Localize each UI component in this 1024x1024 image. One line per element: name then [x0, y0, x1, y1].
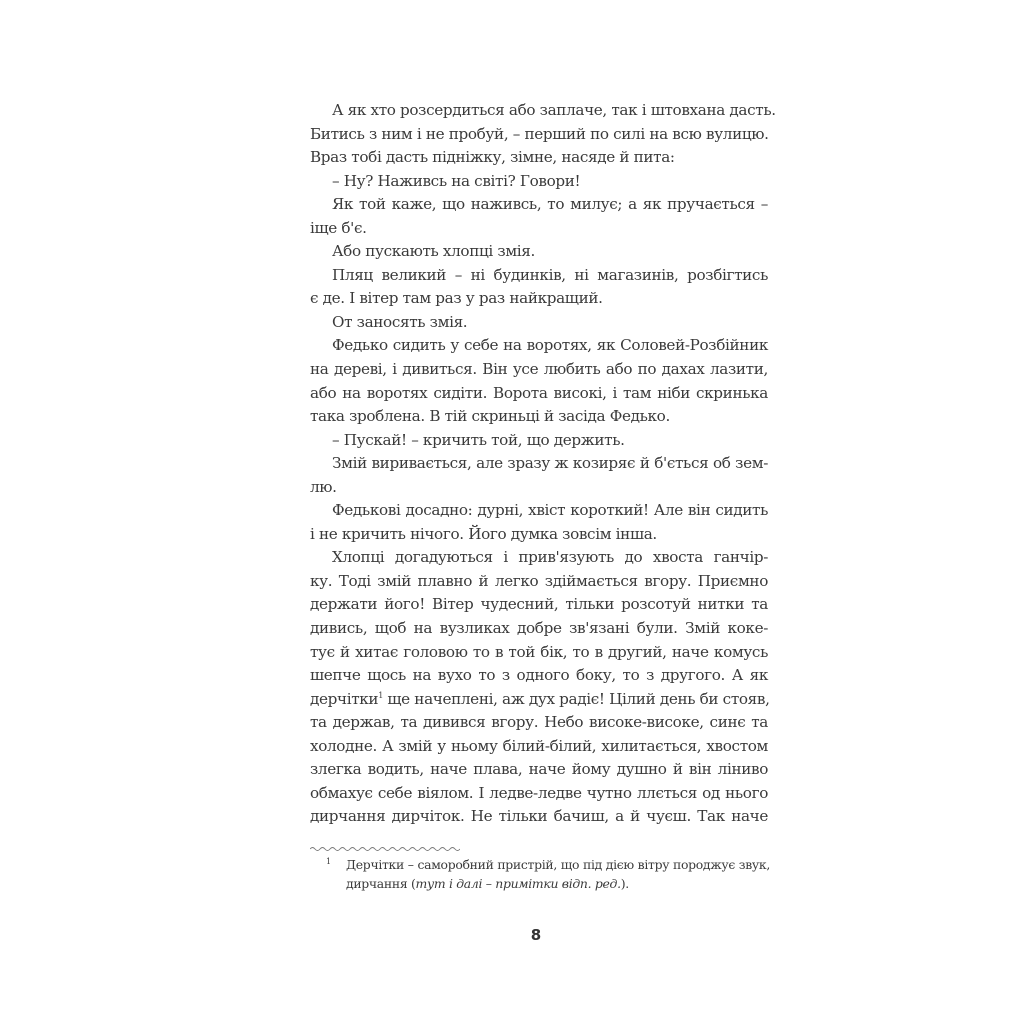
- footnote-line: Дерчітки – саморобний пристрій, що під дією вітру породжує звук,: [346, 857, 770, 872]
- text-line: на дереві, і дивиться. Він усе любить або по дахах лазити,: [310, 360, 768, 379]
- text-line: або на воротях сидіти. Ворота високі, і там ніби скринька: [310, 383, 768, 402]
- body-text: [310, 99, 776, 829]
- text-line: Враз тобі дасть підніжку, зімне, насяде й пита:: [310, 148, 675, 167]
- text-line: держати його! Вітер чудесний, тільки розсотуй нитки та: [310, 595, 768, 614]
- text-line: дирчання дирчіток. Не тільки бачиш, а й чуєш. Так наче: [310, 807, 768, 826]
- text-line: обмахує себе віялом. І ледве-ледве чутно ллється од нього: [310, 783, 768, 802]
- text-line: Або пускають хлопці змія.: [332, 242, 535, 261]
- text-line: тує й хитає головою то в той бік, то в другий, наче комусь: [310, 642, 768, 661]
- text-line: Хлопці догадуються і прив'язують до хвоста ганчір-: [332, 548, 768, 567]
- text-line: А як хто розсердиться або заплаче, так і штовхана дасть.: [332, 101, 776, 119]
- text-line: злегка водить, наче плава, наче йому душно й він ліниво: [310, 760, 768, 779]
- footnote-separator-wavy-line: [310, 845, 460, 853]
- footnote-ref-mark[interactable]: 1: [378, 690, 383, 700]
- text-line: така зроблена. В тій скриньці й засіда Федько.: [310, 407, 670, 426]
- text-line: Як той каже, що наживсь, то милує; а як пручається –: [332, 195, 768, 214]
- footnote-mark: 1: [326, 857, 331, 866]
- text-line: Федько сидить у себе на воротях, як Соловей-Розбійник: [332, 336, 768, 355]
- footnote-prefix: дирчання (: [346, 876, 416, 891]
- text-line: ку. Тоді змій плавно й легко здіймається вгору. Приємно: [310, 571, 768, 590]
- text-line: і не кричить нічого. Його думка зовсім інша.: [310, 524, 657, 543]
- line-rest: ще начеплені, аж дух радіє! Цілий день би стояв,: [382, 689, 770, 708]
- text-line: та держав, та дивився вгору. Небо високе-високе, синє та: [310, 713, 768, 732]
- text-line: іще б'є.: [310, 218, 367, 237]
- text-line: лю.: [310, 477, 337, 496]
- footnote: [326, 855, 770, 893]
- text-line: – Пускай! – кричить той, що держить.: [332, 430, 625, 449]
- footnote-line: [346, 874, 770, 893]
- text-line: дивись, щоб на вузликах добре зв'язані були. Змій коке-: [310, 619, 768, 638]
- footnote-italic-note: тут і далі – примітки відп. ред.: [415, 876, 621, 891]
- footnote-ref-word: дерчітки: [310, 689, 379, 708]
- text-line-with-footnote-ref: [310, 688, 768, 712]
- text-line: Федькові досадно: дурні, хвіст короткий! Але він сидить: [332, 501, 768, 520]
- text-line: шепче щось на вухо то з одного боку, то з другого. А як: [310, 666, 768, 685]
- text-line: Змій виривається, але зразу ж козиряє й б'ється об зем-: [332, 454, 768, 473]
- footnote-suffix: ).: [620, 876, 629, 891]
- text-line: Пляц великий – ні будинків, ні магазинів, розбігтись: [332, 265, 768, 284]
- text-line: є де. І вітер там раз у раз найкращий.: [310, 289, 603, 308]
- text-line: Битись з ним і не пробуй, – перший по силі на всю вулицю.: [310, 124, 769, 143]
- text-line: – Ну? Наживсь на світі? Говори!: [332, 171, 581, 190]
- text-line: От заносять змія.: [332, 312, 468, 331]
- footnote-text: [346, 855, 770, 893]
- text-line: холодне. А змій у ньому білий-білий, хилитається, хвостом: [310, 736, 768, 755]
- page-number: 8: [530, 926, 542, 944]
